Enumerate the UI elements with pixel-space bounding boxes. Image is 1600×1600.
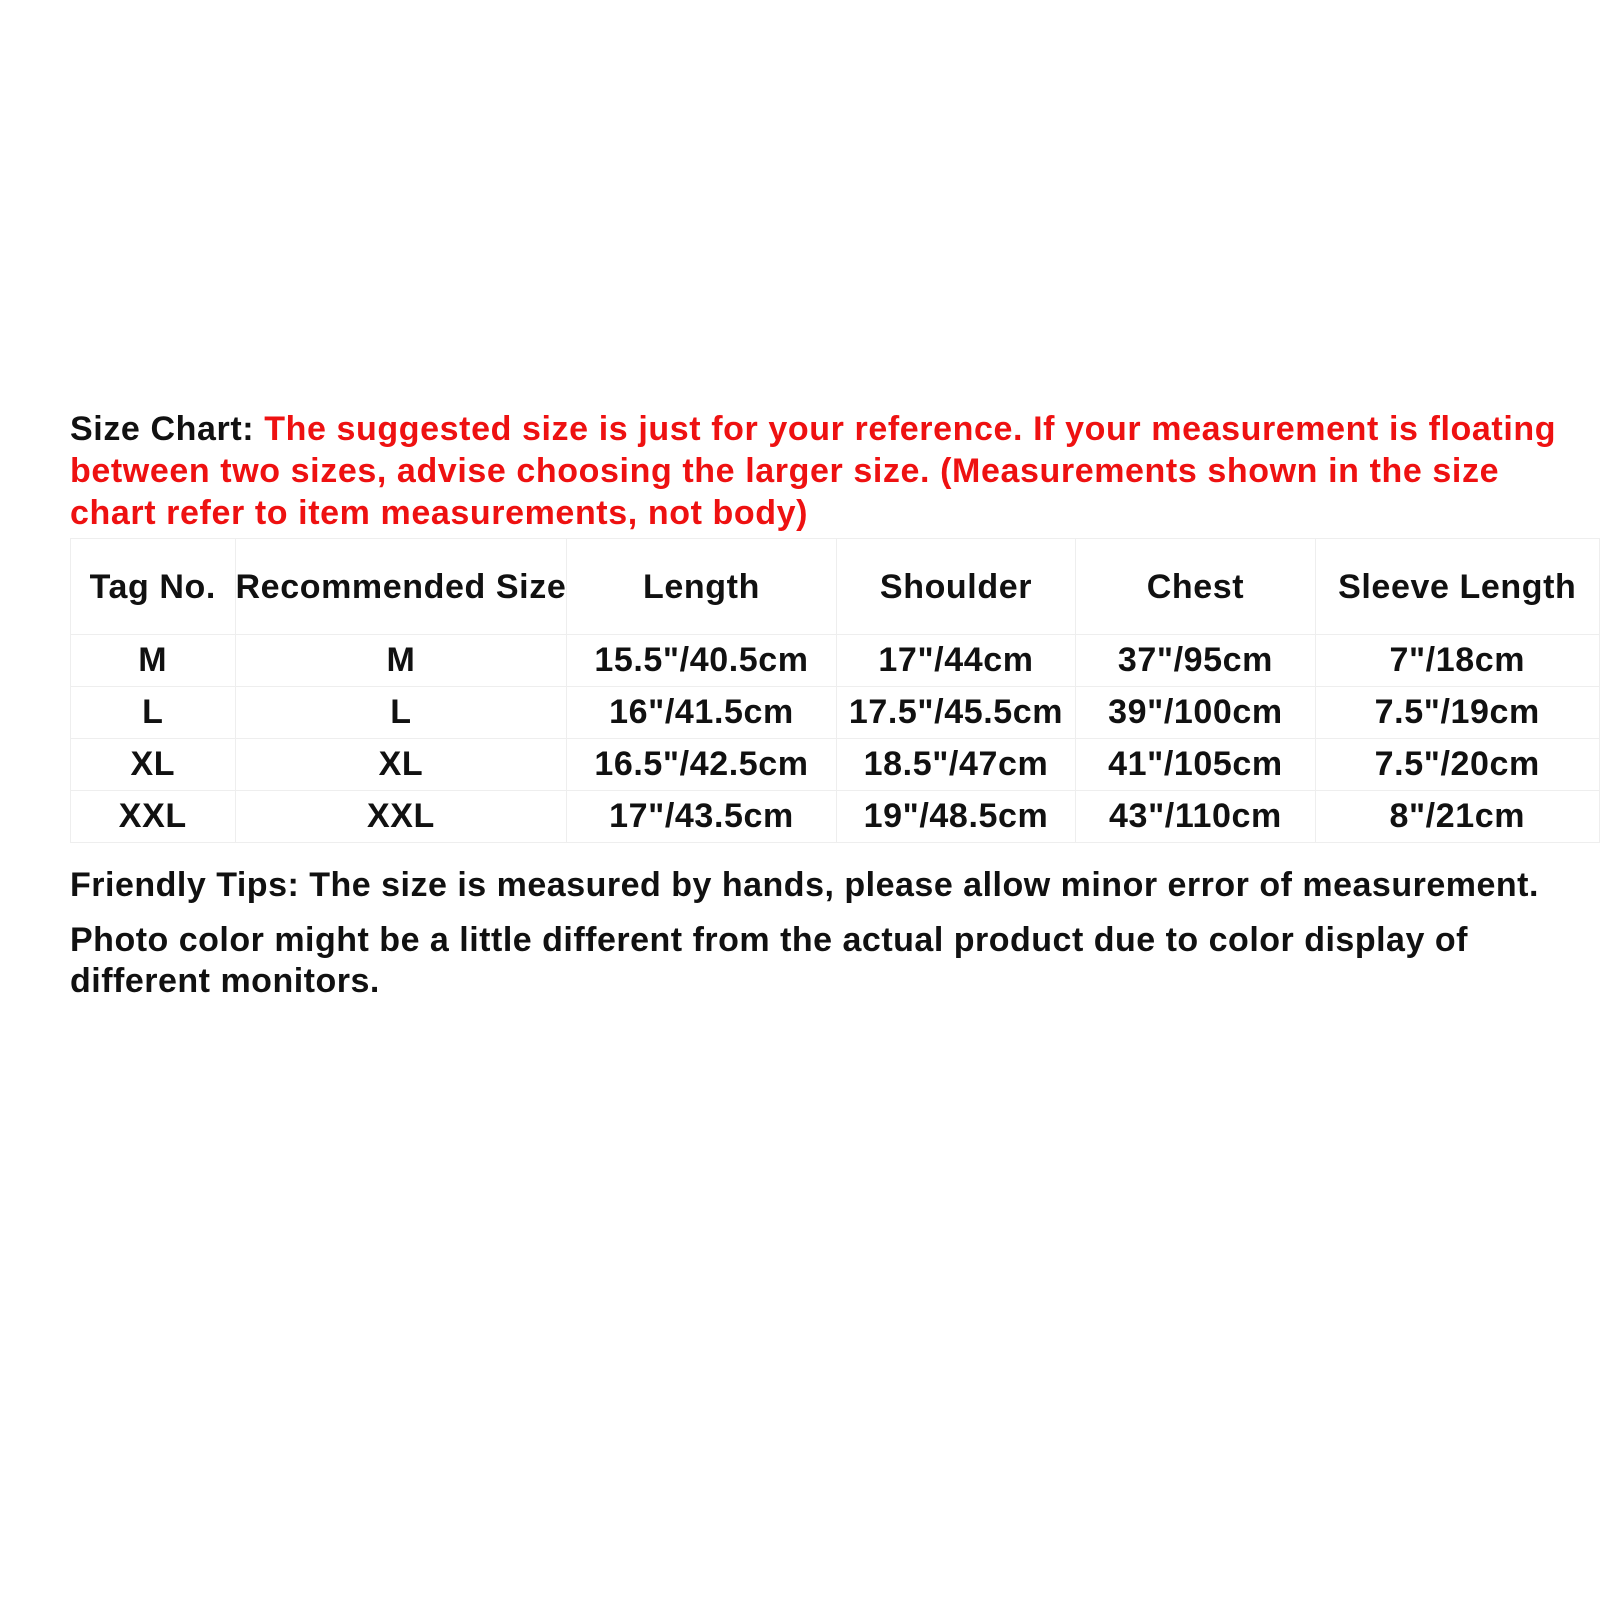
cell-sleeve-length: 7.5"/19cm — [1315, 687, 1599, 739]
cell-shoulder: 17"/44cm — [836, 635, 1076, 687]
cell-recommended-size: L — [235, 687, 567, 739]
cell-sleeve-length: 7"/18cm — [1315, 635, 1599, 687]
size-chart-document — [70, 408, 1600, 1002]
size-chart-note: The suggested size is just for your reference. If your measurement is floating between two sizes, advise choosing the larger size. (Measurements shown in the size chart refer to item measurements, not body) — [70, 410, 1557, 532]
photo-color-tip-text: Photo color might be a little different from the actual product due to color display of different monitors. — [70, 921, 1468, 1000]
cell-tag-no: XL — [71, 739, 236, 791]
header-chest: Chest — [1076, 539, 1315, 635]
cell-tag-no: XXL — [71, 791, 236, 843]
cell-chest: 37"/95cm — [1076, 635, 1315, 687]
cell-sleeve-length: 7.5"/20cm — [1315, 739, 1599, 791]
cell-tag-no: M — [71, 635, 236, 687]
cell-chest: 41"/105cm — [1076, 739, 1315, 791]
header-recommended-size: Recommended Size — [235, 539, 567, 635]
table-header-row — [71, 539, 1600, 635]
table-row — [71, 635, 1600, 687]
friendly-tip-text: Friendly Tips: The size is measured by hands, please allow minor error of measurement. — [70, 866, 1539, 904]
header-shoulder: Shoulder — [836, 539, 1076, 635]
table-row — [71, 791, 1600, 843]
cell-tag-no: L — [71, 687, 236, 739]
cell-recommended-size: XXL — [235, 791, 567, 843]
table-row — [71, 739, 1600, 791]
cell-chest: 39"/100cm — [1076, 687, 1315, 739]
table-row — [71, 687, 1600, 739]
size-chart-label: Size Chart: — [70, 410, 255, 448]
cell-length: 16"/41.5cm — [567, 687, 836, 739]
cell-length: 15.5"/40.5cm — [567, 635, 836, 687]
cell-length: 16.5"/42.5cm — [567, 739, 836, 791]
size-table — [70, 538, 1600, 843]
cell-length: 17"/43.5cm — [567, 791, 836, 843]
header-tag-no: Tag No. — [71, 539, 236, 635]
size-chart-intro — [70, 408, 1565, 534]
cell-recommended-size: XL — [235, 739, 567, 791]
header-length: Length — [567, 539, 836, 635]
header-sleeve-length: Sleeve Length — [1315, 539, 1599, 635]
cell-recommended-size: M — [235, 635, 567, 687]
cell-shoulder: 19"/48.5cm — [836, 791, 1076, 843]
cell-chest: 43"/110cm — [1076, 791, 1315, 843]
cell-sleeve-length: 8"/21cm — [1315, 791, 1599, 843]
cell-shoulder: 18.5"/47cm — [836, 739, 1076, 791]
cell-shoulder: 17.5"/45.5cm — [836, 687, 1076, 739]
